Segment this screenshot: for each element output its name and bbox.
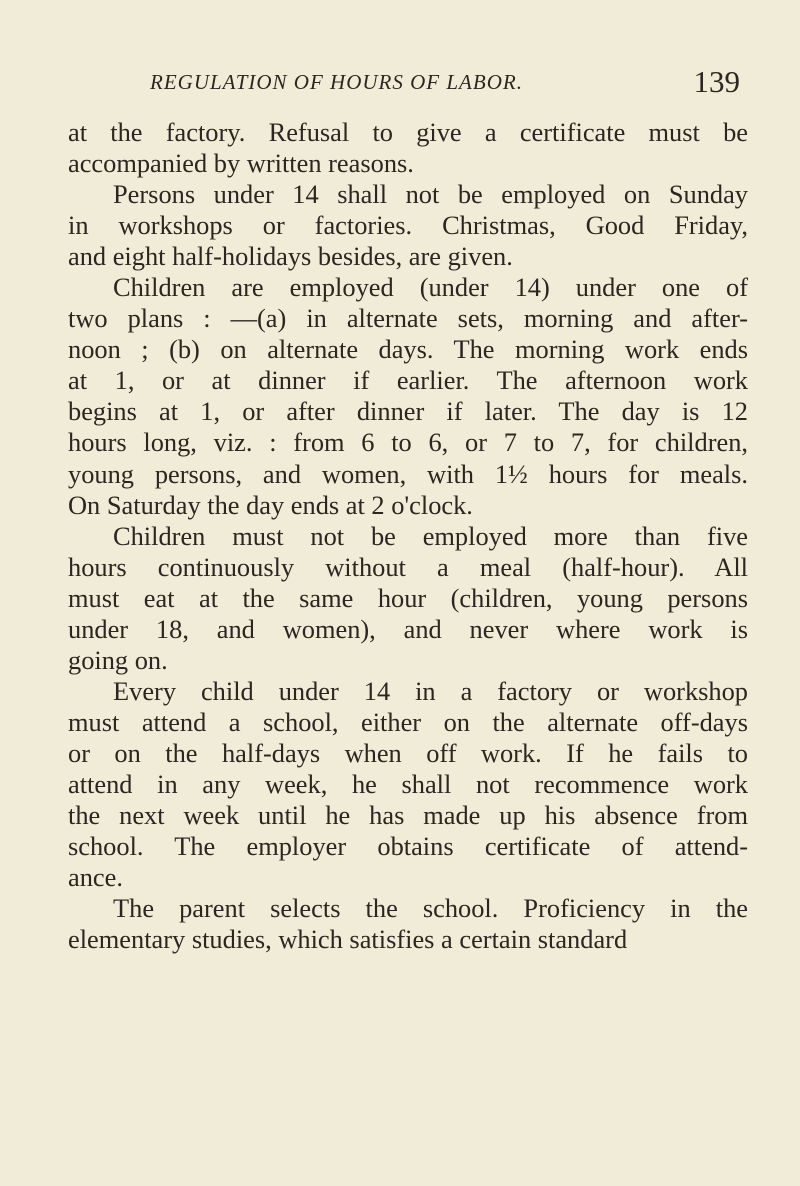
text-line: elementary studies, which satisfies a certain standard — [68, 924, 628, 955]
text-line: hours long, viz. : from 6 to 6, or 7 to 7, for children, — [68, 427, 748, 458]
paragraph — [68, 676, 748, 893]
text-line: must attend a school, either on the alternate off-days — [68, 706, 748, 737]
paragraph — [68, 179, 748, 272]
text-line: young persons, and women, with 1½ hours for meals. — [68, 458, 748, 489]
text-line: Children are employed (under 14) under one of — [113, 272, 748, 303]
text-line: begins at 1, or after dinner if later. The day is 12 — [68, 396, 748, 427]
paragraph — [68, 117, 748, 179]
text-line: school. The employer obtains certificate of attend- — [68, 831, 748, 862]
text-line: On Saturday the day ends at 2 o'clock. — [68, 489, 473, 520]
text-line: Every child under 14 in a factory or workshop — [113, 675, 748, 706]
text-line: attend in any week, he shall not recommence work — [68, 768, 748, 799]
text-line: hours continuously without a meal (half-hour). All — [68, 551, 748, 582]
text-line: at the factory. Refusal to give a certificate must be — [68, 117, 748, 147]
paragraph — [68, 893, 748, 955]
text-line: or on the half-days when off work. If he fails to — [68, 737, 748, 768]
text-line: noon ; (b) on alternate days. The morning work ends — [68, 334, 748, 365]
paragraph — [68, 521, 748, 676]
running-title: REGULATION OF HOURS OF LABOR. — [150, 70, 523, 94]
text-line: The parent selects the school. Proficiency in the — [113, 893, 748, 924]
running-head — [150, 66, 740, 106]
text-line: and eight half-holidays besides, are given. — [68, 241, 513, 272]
text-line: the next week until he has made up his absence from — [68, 800, 748, 831]
text-line: Persons under 14 shall not be employed on Sunday — [113, 179, 748, 210]
text-line: two plans : —(a) in alternate sets, morning and after- — [68, 303, 748, 334]
page-number: 139 — [693, 64, 740, 99]
text-line: at 1, or at dinner if earlier. The afternoon work — [68, 365, 748, 396]
text-line: accompanied by written reasons. — [68, 148, 414, 179]
text-line: going on. — [68, 644, 168, 675]
body-text — [68, 117, 748, 955]
text-line: in workshops or factories. Christmas, Good Friday, — [68, 210, 748, 241]
text-line: Children must not be employed more than five — [113, 520, 748, 551]
text-line: must eat at the same hour (children, young persons — [68, 582, 748, 613]
paragraph — [68, 272, 748, 520]
text-line: ance. — [68, 862, 123, 893]
text-line: under 18, and women), and never where work is — [68, 613, 748, 644]
